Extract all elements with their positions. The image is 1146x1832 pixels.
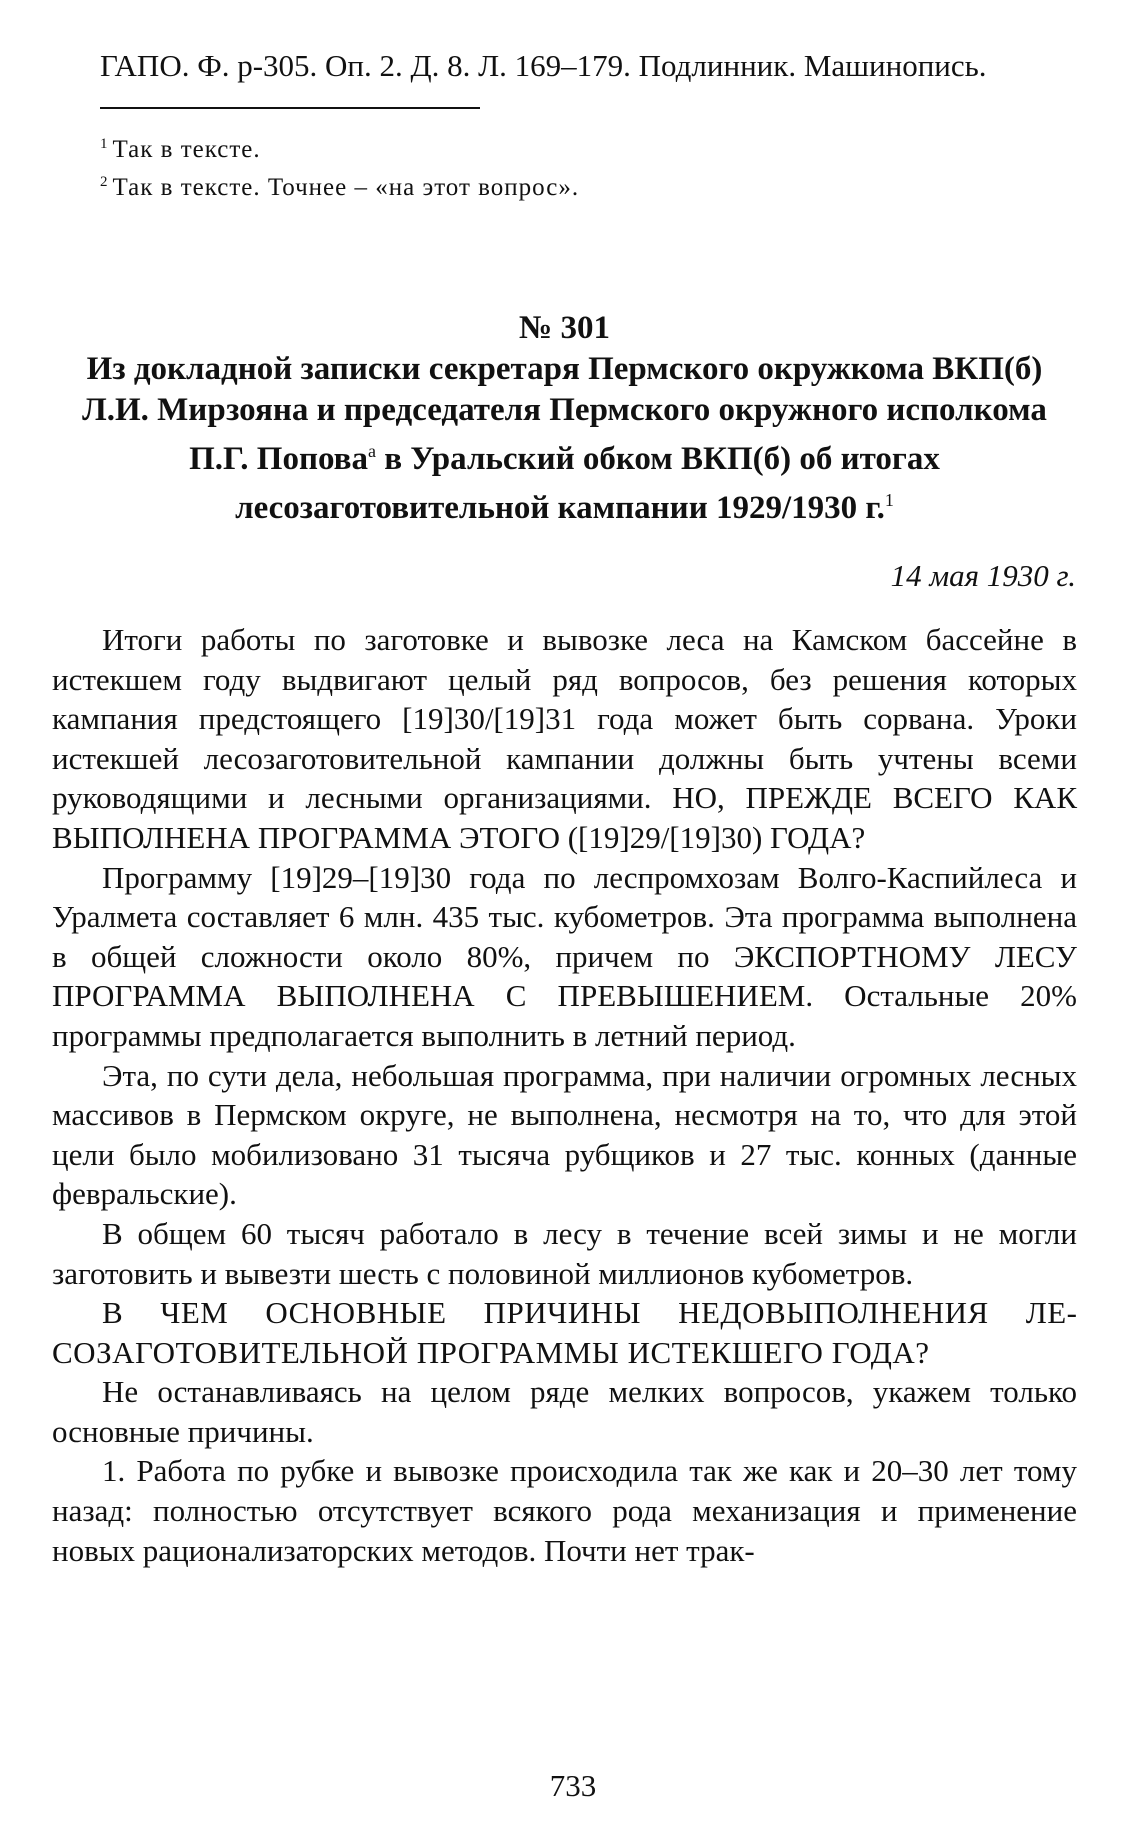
- title-text: лесозаготовительной кампании 1929/1930 г.: [235, 490, 885, 526]
- page-number: 733: [549, 1768, 597, 1803]
- footnote-mark: 1: [100, 136, 109, 152]
- title-line: Л.И. Мирзояна и председателя Пермского окружного исполкома: [82, 392, 1047, 428]
- footnotes: [100, 128, 579, 204]
- title-text: П.Г. Попова: [189, 441, 368, 477]
- footnote-2: [100, 166, 579, 204]
- paragraph: В общем 60 тысяч работало в лесу в течение всей зимы и не могли заготовить и вывезти шесть с половиной миллионов кубометров.: [52, 1215, 1077, 1291]
- title-line: [52, 480, 1077, 529]
- title-line: Из докладной записки секретаря Пермского окружкома ВКП(б): [86, 351, 1043, 387]
- title-text: в Уральский обком ВКП(б) об итогах: [375, 441, 940, 477]
- footnote-mark: а: [367, 441, 376, 461]
- paragraph: Итоги работы по заготовке и вывозке леса на Камском бассейне в истекшем году выдвигают целый ряд вопросов, без решения которых кампания предстоящего [19]30/[19]31 года может быть сорвана. Уроки истекшей лесозаготовительной кампании должны быть учтены всеми руководящими и лесными организациями. НО, ПРЕЖДЕ ВСЕГО КАК ВЫПОЛНЕНА ПРОГРАММА ЭТОГО ([19]29/[19]30) ГОДА?: [52, 622, 1077, 855]
- document-date: 14 мая 1930 г.: [890, 558, 1076, 593]
- document-heading: [52, 308, 1077, 529]
- footnote-1: [100, 128, 579, 166]
- footnote-divider: [100, 107, 480, 109]
- paragraph: 1. Работа по рубке и вывозке происходила так же как и 20–30 лет тому назад: полностью отсутствует всякого рода механизация и применение новых рационализаторских методов. Почти нет трак-: [52, 1453, 1077, 1568]
- document-body: [52, 620, 1077, 1570]
- title-line: [52, 431, 1077, 480]
- footnote-mark: 2: [100, 174, 109, 190]
- document-number: № 301: [519, 310, 610, 346]
- footnote-text: Так в тексте. Точнее – «на этот вопрос».: [112, 174, 580, 201]
- footnote-mark: 1: [884, 490, 894, 510]
- archive-source-line: ГАПО. Ф. р-305. Оп. 2. Д. 8. Л. 169–179. Подлинник. Машинопись.: [100, 48, 987, 83]
- paragraph: Не останавливаясь на целом ряде мелких вопросов, укажем только основные причины.: [52, 1374, 1077, 1449]
- paragraph: Эта, по сути дела, небольшая программа, при наличии огромных лесных массивов в Пермском округе, не выполнена, несмотря на то, что для этой цели было мобилизовано 31 тысяча рубщиков и 27 тыс. конных (данные февральские).: [52, 1057, 1077, 1212]
- footnote-text: Так в тексте.: [112, 136, 261, 163]
- paragraph: В ЧЕМ ОСНОВНЫЕ ПРИЧИНЫ НЕДОВЫПОЛНЕНИЯ ЛЕСОЗАГОТОВИТЕЛЬНОЙ ПРОГРАММЫ ИСТЕКШЕГО ГОДА?: [52, 1295, 1077, 1370]
- paragraph: Программу [19]29–[19]30 года по леспромхозам Волго-Каспийлеса и Уралмета составляет 6 млн. 435 тыс. кубометров. Эта программа выполнена в общей сложности около 80%, причем по ЭКСПОРТНОМУ ЛЕСУ ПРОГРАММА ВЫПОЛНЕНА С ПРЕВЫШЕНИЕМ. Остальные 20% программы предполагается выполнить в летний период.: [52, 859, 1077, 1053]
